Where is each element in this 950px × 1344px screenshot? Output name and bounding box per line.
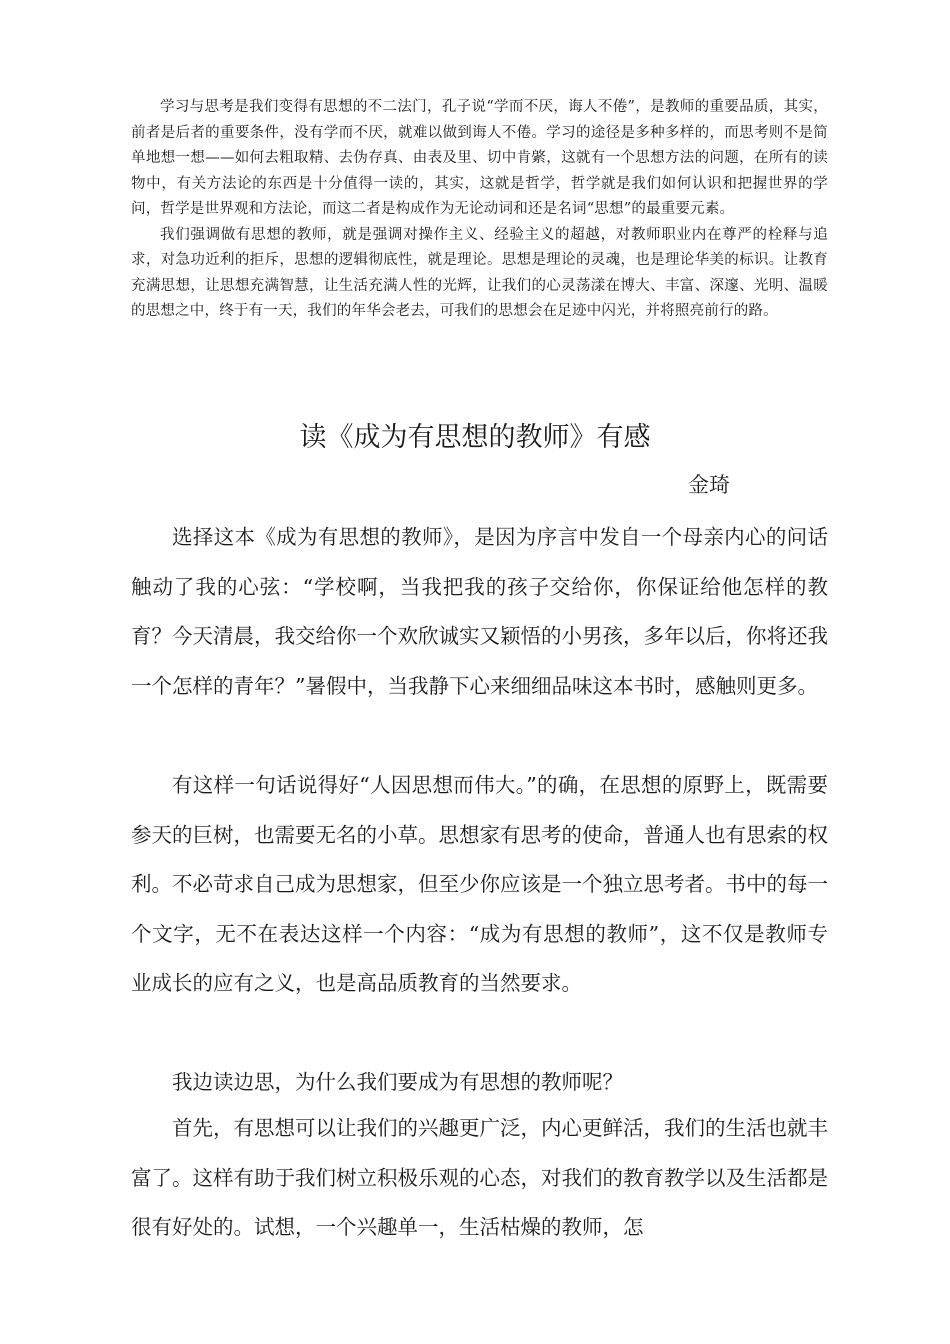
article-paragraph-4: 首先，有思想可以让我们的兴趣更广泛，内心更鲜活，我们的生活也就丰富了。这样有助于我们树立积极乐观的心态，对我们的教育教学以及生活都是很有好处的。试想，一个兴趣单一，生活枯燥的教师，怎 xyxy=(131,1116,828,1239)
article-paragraph-2: 有这样一句话说得好“人因思想而伟大。”的确，在思想的原野上，既需要参天的巨树，也需要无名的小草。思想家有思考的使命，普通人也有思索的权利。不必苛求自己成为思想家，但至少你应该是一个独立思考者。书中的每一个文字，无不在表达这样一个内容：“成为有思想的教师”，这不仅是教师专业成长的应有之义，也是高品质教育的当然要求。 xyxy=(131,773,828,995)
preceding-text-section xyxy=(131,95,828,325)
article-paragraph-3: 我边读边思，为什么我们要成为有思想的教师呢？ xyxy=(172,1070,623,1094)
article-author: 金琦 xyxy=(688,473,730,497)
article-paragraph-1: 选择这本《成为有思想的教师》，是因为序言中发自一个母亲内心的问话触动了我的心弦：“学校啊，当我把我的孩子交给你，你保证给他怎样的教育？今天清晨，我交给你一个欢欣诚实又颖悟的小男孩，多年以后，你将还我一个怎样的青年？”暑假中，当我静下心来细细品味这本书时，感触则更多。 xyxy=(131,525,828,698)
article-title: 读《成为有思想的教师》有感 xyxy=(299,422,651,453)
preceding-paragraph-1: 学习与思考是我们变得有思想的不二法门，孔子说“学而不厌，诲人不倦”，是教师的重要品质，其实，前者是后者的重要条件，没有学而不厌，就难以做到诲人不倦。学习的途径是多种多样的，而思考则不是简单地想一想——如何去粗取精、去伪存真、由表及里、切中肯綮，这就有一个思想方法的问题，在所有的读物中，有关方法论的东西是十分值得一读的，其实，这就是哲学，哲学就是我们如何认识和把握世界的学问，哲学是世界观和方法论，而这二者是构成作为无论动词和还是名词“思想”的最重要元素。 xyxy=(131,99,828,217)
preceding-paragraph-2: 我们强调做有思想的教师，就是强调对操作主义、经验主义的超越，对教师职业内在尊严的栓释与追求，对急功近利的拒斥，思想的逻辑彻底性，就是理论。思想是理论的灵魂，也是理论华美的标识。让教育充满思想，让思想充满智慧，让生活充满人性的光辉，让我们的心灵荡漾在博大、丰富、深邃、光明、温暖的思想之中，终于有一天，我们的年华会老去，可我们的思想会在足迹中闪光，并将照亮前行的路。 xyxy=(131,226,828,319)
